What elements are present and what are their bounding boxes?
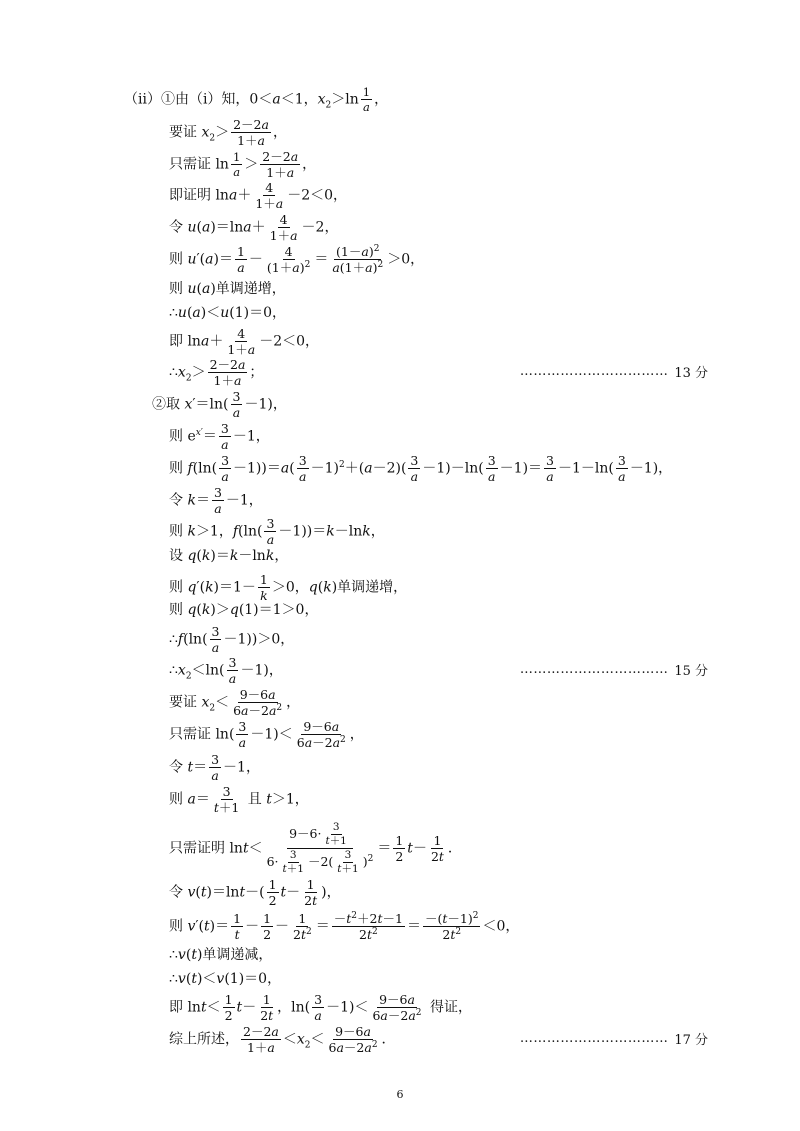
solution-line: 令 t＝ $\frac{3}{a}$ －1， [169, 752, 260, 784]
solution-line: ∴u(a)＜u(1)＝0， [169, 305, 287, 321]
solution-line: 则 f(ln( $\frac{3}{a}$ －1))＝a( $\frac{3}{a}$ －1)$^2$＋(a－2)( $\frac{3}{a}$ －1)－ln( $\frac{3}{a}$ －1)＝ $\frac{3}{a}$ －1－ln( $\frac{3}{a}$ －1)， [169, 453, 673, 485]
solution-line: 则 q(k)＞q(1)＝1＞0， [169, 602, 319, 618]
score-mark: …………………………… 15 分 [519, 662, 708, 679]
solution-line: 令 v(t)＝lnt－( $\frac{1}{2}$ t－ $\frac{1}{2t}$ )， [169, 877, 341, 909]
solution-line: 要证 $x_2<$ $\frac{9-6a}{6a-2a^2}$ ， [169, 687, 301, 719]
solution-line: 综上所述， $\frac{2-2a}{1+a}$ $<x_2<$ $\frac{9-6a}{6a-2a^2}$ ． [169, 1024, 396, 1056]
score-mark: …………………………… 13 分 [519, 364, 708, 381]
solution-line: $\therefore x_2<\ln$( $\frac{3}{a}$ －1)， [169, 655, 283, 687]
score-mark: …………………………… 17 分 [519, 1031, 708, 1048]
solution-line: （ⅱ）①由（ⅰ）知，0＜a＜1，$x_2>\ln$ $\frac{1}{a}$ ， [124, 85, 389, 115]
solution-line: 令 u(a)＝lna＋ $\frac{4}{1+a}$ －2， [169, 212, 339, 244]
solution-line: ∴v(t)＜v(1)＝0， [169, 971, 282, 987]
solution-line: 令 k＝ $\frac{3}{a}$ －1， [169, 485, 263, 517]
solution-line: 只需证 ln $\frac{1}{a}$ ＞ $\frac{2-2a}{1+a}$ ， [169, 149, 317, 181]
solution-line: 则 u′(a)＝ $\frac{1}{a}$ － $\frac{4}{(1+a)^2}$ ＝ $\frac{(1-a)^2}{a(1+a)^2}$ ＞0， [169, 243, 425, 276]
solution-line: $\therefore x_2>$ $\frac{2-2a}{1+a}$ ； [169, 357, 264, 389]
solution-line: 即证明 lna＋ $\frac{4}{1+a}$ －2＜0， [169, 180, 348, 212]
solution-line: 则 a＝ $\frac{3}{t+1}$ 且 t＞1， [169, 784, 309, 816]
solution-line: 则 $e^{x'}=$ $\frac{3}{a}$ －1， [169, 421, 270, 453]
solution-line: 即 lnt＜ $\frac{1}{2}$ t－ $\frac{1}{2t}$ ，ln( $\frac{3}{a}$ －1)＜ $\frac{9-6a}{6a-2a^2}$ 得证， [169, 992, 472, 1024]
solution-line: 只需证明 lnt＜ 9－6· $\frac{3}{t+1}$ 6· $\frac{3}{t+1}$ －2( $\frac{3}{t+1}$ )$^2$ ＝ $\frac{1}{2}$ t－ $\frac{1}{2t}$ ． [169, 821, 462, 876]
solution-line: ∴f(ln( $\frac{3}{a}$ －1))＞0， [169, 624, 295, 656]
solution-line: 即 lna＋ $\frac{4}{1+a}$ －2＜0， [169, 326, 320, 358]
solution-line: 只需证 ln( $\frac{3}{a}$ －1)＜ $\frac{9-6a}{6a-2a^2}$ ， [169, 719, 364, 751]
solution-line: 设 q(k)＝k－lnk， [169, 548, 289, 564]
solution-line: 要证 $x_2>$ $\frac{2-2a}{1+a}$ ， [169, 117, 287, 149]
solution-line: 则 u(a)单调递增， [169, 281, 286, 297]
solution-line: 则 v′(t)＝ $\frac{1}{t}$ － $\frac{1}{2}$ － $\frac{1}{2t^2}$ ＝ $\frac{-t^2+2t-1}{2t^2}$ ＝ $\frac{-(t-1)^2}{2t^2}$ ＜0， [169, 910, 520, 943]
page-number: 6 [396, 1088, 404, 1101]
solution-line: 则 q′(k)＝1－ $\frac{1}{k}$ ＞0，q(k)单调递增， [169, 572, 408, 604]
solution-line: ②取 x′＝ln( $\frac{3}{a}$ －1)， [152, 389, 287, 421]
solution-line: 则 k＞1，f(ln( $\frac{3}{a}$ －1))＝k－lnk， [169, 516, 385, 548]
solution-line: ∴v(t)单调递减， [169, 947, 273, 963]
